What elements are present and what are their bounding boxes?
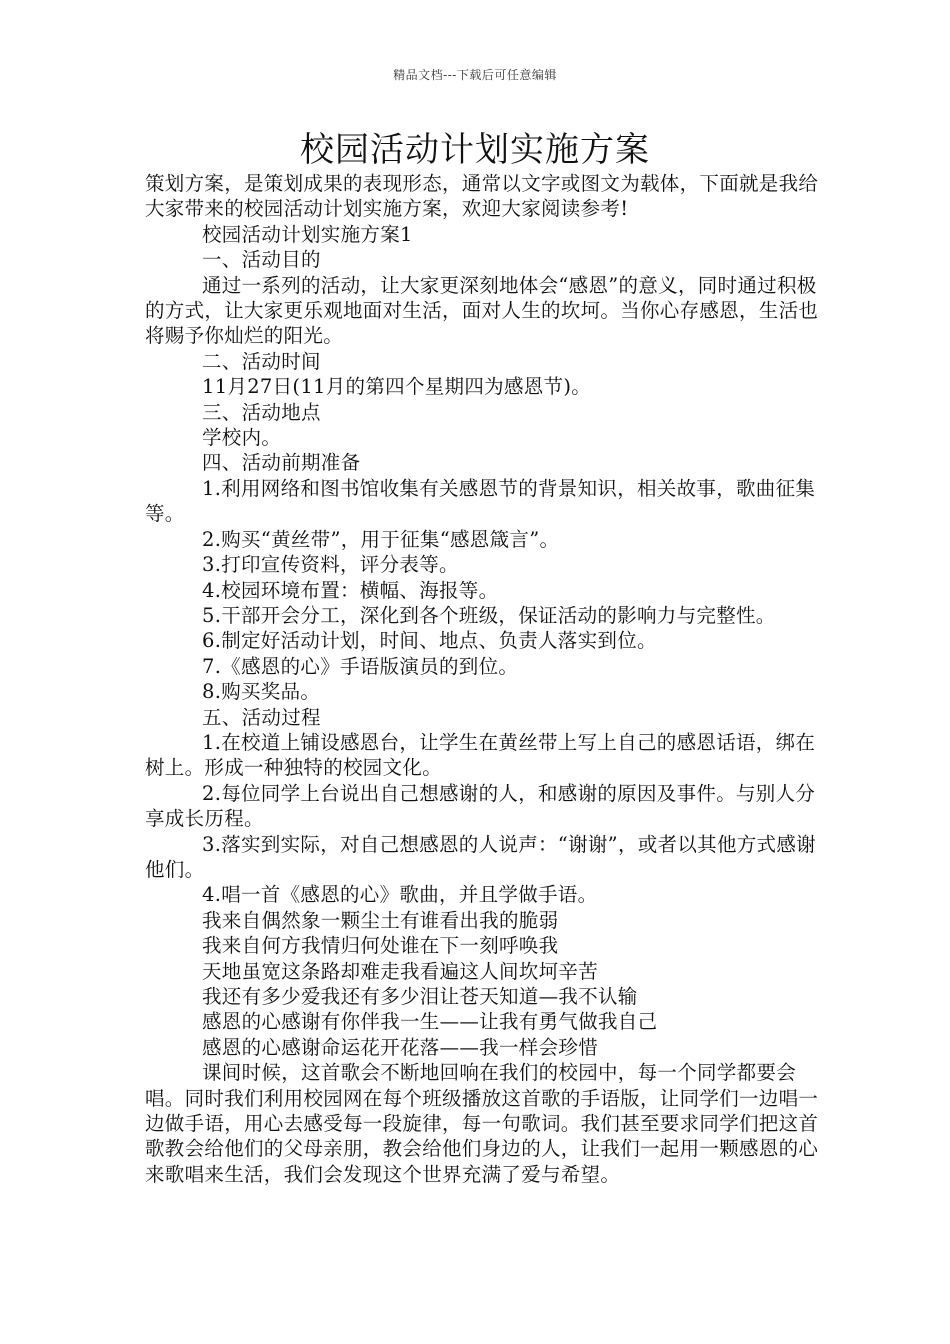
- paragraph: 1.利用网络和图书馆收集有关感恩节的背景知识，相关故事，歌曲征集等。: [145, 476, 816, 526]
- paragraph: 5.干部开会分工，深化到各个班级，保证活动的影响力与完整性。: [202, 603, 776, 627]
- paragraph: 天地虽宽这条路却难走我看遍这人间坎坷辛苦: [202, 959, 599, 983]
- paragraph: 学校内。: [202, 426, 282, 450]
- paragraph: 我来自偶然象一颗尘土有谁看出我的脆弱: [202, 908, 559, 932]
- paragraph: 五、活动过程: [202, 705, 321, 729]
- paragraph: 感恩的心感谢命运花开花落——我一样会珍惜: [202, 1035, 599, 1059]
- paragraph: 二、活动时间: [202, 349, 321, 373]
- paragraph: 四、活动前期准备: [202, 451, 361, 475]
- paragraph: 11月27日(11月的第四个星期四为感恩节)。: [202, 375, 592, 399]
- document-body: [145, 171, 825, 1187]
- paragraph: 6.制定好活动计划，时间、地点、负责人落实到位。: [202, 629, 657, 653]
- paragraph: 三、活动地点: [202, 400, 321, 424]
- paragraph: 课间时候，这首歌会不断地回响在我们的校园中，每一个同学都要会唱。同时我们利用校园网在每个班级播放这首歌的手语版，让同学们一边唱一边做手语，用心去感受每一段旋律，每一句歌词。我们甚至要求同学们把这首歌教会给他们的父母亲朋，教会给他们身边的人，让我们一起用一颗感恩的心来歌唱来生活，我们会发现这个世界充满了爱与希望。: [145, 1061, 819, 1186]
- paragraph: 7.《感恩的心》手语版演员的到位。: [202, 654, 519, 678]
- paragraph: 策划方案，是策划成果的表现形态，通常以文字或图文为载体，下面就是我给大家带来的校园活动计划实施方案，欢迎大家阅读参考!: [145, 172, 819, 221]
- paragraph: 2.购买“黄丝带”，用于征集“感恩箴言”。: [202, 527, 560, 551]
- paragraph: 8.购买奖品。: [202, 680, 321, 704]
- paragraph: 我还有多少爱我还有多少泪让苍天知道—我不认输: [202, 985, 638, 1008]
- paragraph: 2.每位同学上台说出自己想感谢的人，和感谢的原因及事件。与别人分享成长历程。: [145, 781, 816, 831]
- paragraph: 校园活动计划实施方案1: [202, 222, 413, 246]
- paragraph: 感恩的心感谢有你伴我一生——让我有勇气做我自己: [202, 1010, 658, 1034]
- page-header: 精品文档---下载后可任意编辑: [393, 68, 557, 82]
- paragraph: 3.落实到实际，对自己想感恩的人说声：“谢谢”，或者以其他方式感谢他们。: [145, 832, 816, 881]
- paragraph: 4.唱一首《感恩的心》歌曲，并且学做手语。: [202, 883, 598, 907]
- paragraph: 3.打印宣传资料，评分表等。: [202, 553, 459, 577]
- paragraph: 我来自何方我情归何处谁在下一刻呼唤我: [202, 934, 559, 958]
- paragraph: 4.校园环境布置：横幅、海报等。: [202, 578, 499, 602]
- paragraph: 通过一系列的活动，让大家更深刻地体会“感恩”的意义，同时通过积极的方式，让大家更乐观地面对生活，面对人生的坎坷。当你心存感恩，生活也将赐予你灿烂的阳光。: [145, 273, 819, 348]
- paragraph: 1.在校道上铺设感恩台，让学生在黄丝带上写上自己的感恩话语，绑在树上。形成一种独特的校园文化。: [145, 730, 816, 780]
- document-title: 校园活动计划实施方案: [300, 130, 650, 170]
- paragraph: 一、活动目的: [202, 248, 321, 272]
